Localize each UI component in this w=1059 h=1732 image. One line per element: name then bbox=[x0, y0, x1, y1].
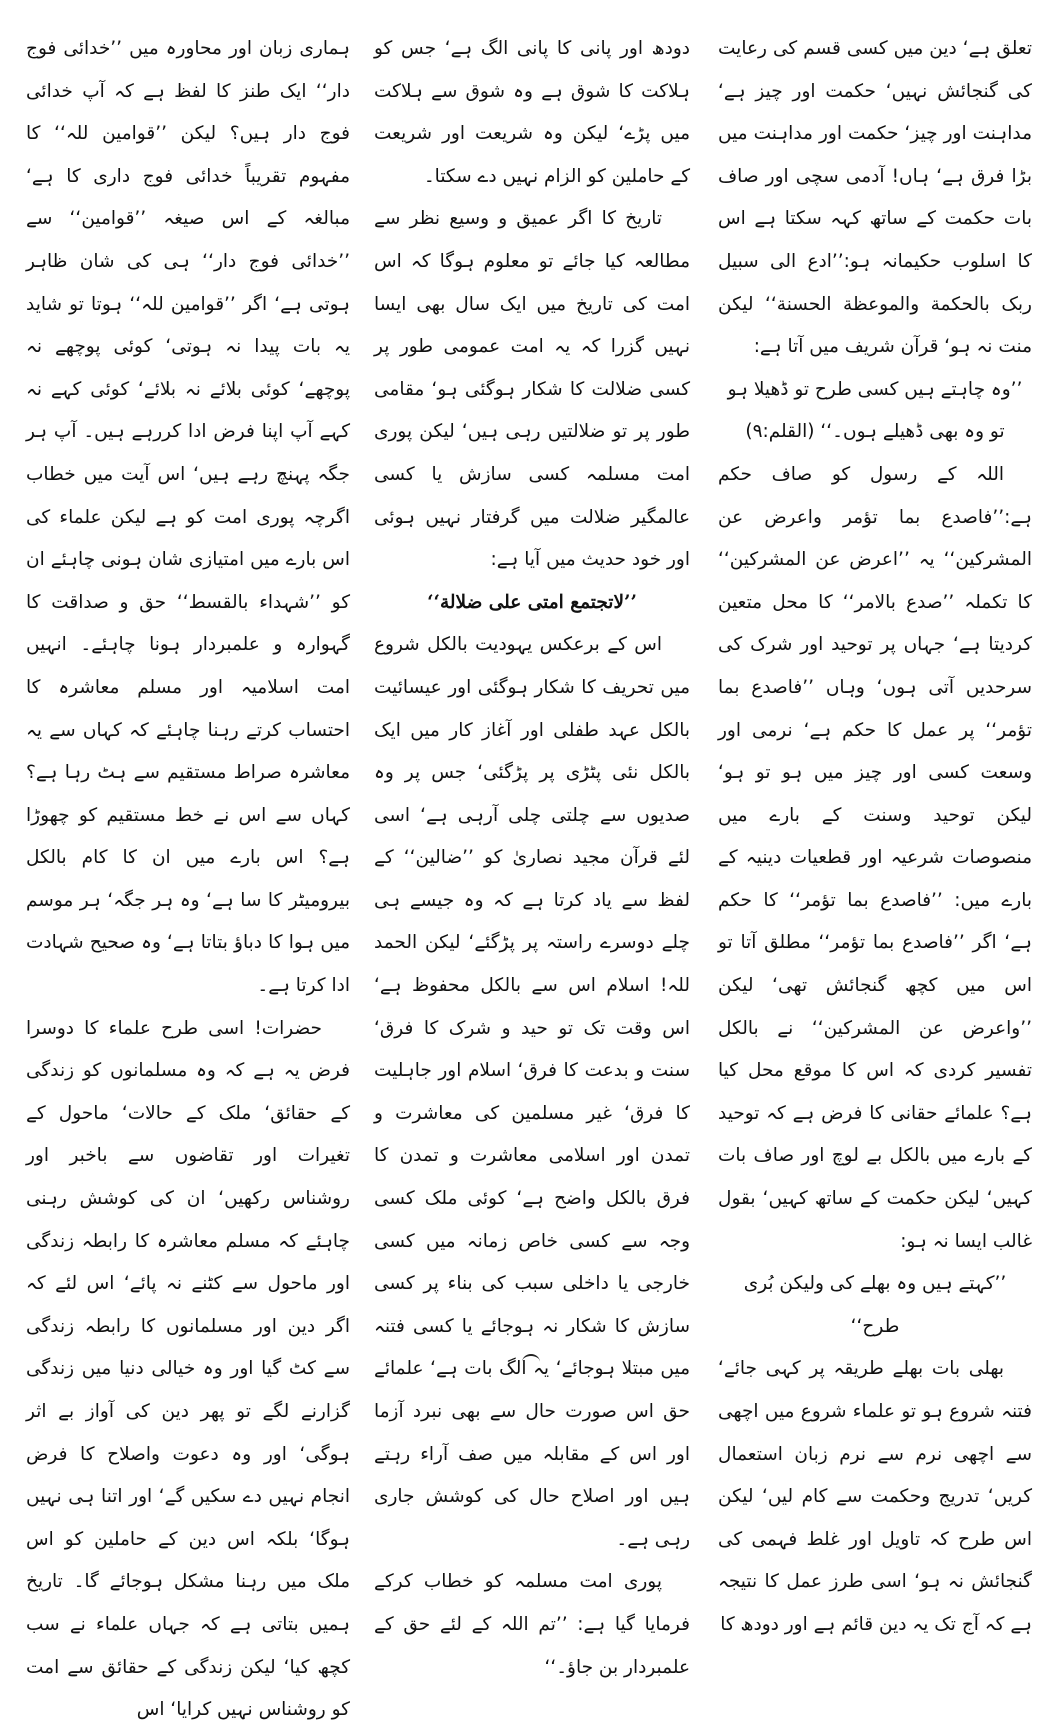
quote-paragraph: ’’کہتے ہیں وہ بھلے کی ولیکن بُری طرح‘‘ bbox=[743, 1273, 1007, 1337]
text-column-left bbox=[26, 28, 350, 1721]
text-column-middle bbox=[374, 28, 690, 1678]
paragraph: حضرات! اسی طرح علماء کا دوسرا فرض یہ ہے کہ وہ مسلمانوں کو زندگی کے حقائق‘ ملک کے حالات‘ ماحول کے تغیرات اور تقاضوں سے باخبر اور روشناس رکھیں‘ ان کی کوشش رہنی چاہئے کہ مسلم معاشرہ کا رابطہ زندگی اور ماحول سے کٹنے نہ پائے‘ اس لئے کہ اگر دین اور مسلمانوں کا رابطہ زندگی سے کٹ گیا اور وہ خیالی دنیا میں زندگی گزارنے لگے تو پھر دین کی آواز بے اثر ہوگی‘ اور وہ دعوت واصلاح کا فرض انجام نہیں دے سکیں گے‘ اور اتنا ہی نہیں ہوگا‘ بلکہ اس دین کے حاملین کو اس ملک میں رہنا مشکل ہوجائے گا۔ تاریخ ہمیں بتاتی ہے کہ جہاں علماء نے سب کچھ کیا‘ لیکن زندگی کے حقائق سے امت کو روشناس نہیں کرایا‘ اس bbox=[26, 1017, 350, 1721]
paragraph: دودھ اور پانی کا پانی الگ ہے‘ جس کو ہلاکت کا شوق ہے وہ شوق سے ہلاکت میں پڑے‘ لیکن وہ شریعت اور شریعت کے حاملین کو الزام نہیں دے سکتا۔ bbox=[374, 38, 690, 187]
paragraph: تاریخ کا اگر عمیق و وسیع نظر سے مطالعہ کیا جائے تو معلوم ہوگا کہ اس امت کی تاریخ میں ایک سال بھی ایسا نہیں گزرا کہ یہ امت عمومی طور پر کسی ضلالت کا شکار ہوگئی ہو‘ مقامی طور پر تو ضلالتیں رہی ہیں‘ لیکن پوری امت مسلمہ کسی سازش یا کسی عالمگیر ضلالت میں گرفتار نہیں ہوئی اور خود حدیث میں آیا ہے: bbox=[374, 208, 690, 571]
paragraph: پوری امت مسلمہ کو خطاب کرکے فرمایا گیا ہے: ’’تم اللہ کے لئے حق کے علمبردار بن جاؤ۔‘‘ bbox=[374, 1571, 690, 1678]
paragraph: تعلق ہے‘ دین میں کسی قسم کی رعایت کی گنجائش نہیں‘ حکمت اور چیز ہے‘ مداہنت اور چیز‘ حکمت اور مداہنت میں بڑا فرق ہے‘ ہاں! آدمی سچی اور صاف بات حکمت کے ساتھ کہہ سکتا ہے اس کا اسلوب حکیمانہ ہو:’’ادع الی سبیل ربک بالحکمة والموعظة الحسنة‘‘ لیکن منت نہ ہو‘ قرآن شریف میں آتا ہے: bbox=[718, 38, 1032, 358]
paragraph: اللہ کے رسول کو صاف حکم ہے:’’فاصدع بما تؤمر واعرض عن المشرکین‘‘ یہ ’’اعرض عن المشرکین‘‘ کا تکملہ ’’صدع بالامر‘‘ کا محل متعین کردیتا ہے‘ جہاں پر توحید اور شرک کی سرحدیں آتی ہوں‘ وہاں ’’فاصدع بما تؤمر‘‘ پر عمل کا حکم ہے‘ نرمی اور وسعت کسی اور چیز میں ہو تو ہو‘ لیکن توحید وسنت کے بارے میں منصوصات شرعیہ اور قطعیات دینیہ کے بارے میں: ’’فاصدع بما تؤمر‘‘ کا حکم ہے‘ اگر ’’فاصدع بما تؤمر‘‘ مطلق آتا تو اس میں کچھ گنجائش تھی‘ لیکن ’’واعرض عن المشرکین‘‘ نے بالکل تفسیر کردی کہ اس کا موقع محل کیا ہے؟ علمائے حقانی کا فرض ہے کہ توحید کے بارے میں بالکل بے لوچ اور صاف بات کہیں‘ لیکن حکمت کے ساتھ کہیں‘ بقول غالب ایسا نہ ہو: bbox=[718, 463, 1032, 1252]
page-ornament bbox=[522, 1354, 540, 1370]
paragraph: اس کے برعکس یہودیت بالکل شروع میں تحریف کا شکار ہوگئی اور عیسائیت بالکل عہد طفلی اور آغاز کار میں ایک بالکل نئی پٹڑی پر پڑگئی‘ جس پر وہ صدیوں سے چلتی چلی آرہی ہے‘ اسی لئے قرآن مجید نصاریٰ کو ’’ضالین‘‘ کے لفظ سے یاد کرتا ہے کہ وہ جیسے ہی چلے دوسرے راستہ پر پڑگئے‘ لیکن الحمد للہ! اسلام اس سے بالکل محفوظ ہے‘ اس وقت تک تو حید و شرک کا فرق‘ سنت و بدعت کا فرق‘ اسلام اور جاہلیت کا فرق‘ غیر مسلمین کی معاشرت و تمدن اور اسلامی معاشرت و تمدن کا فرق بالکل واضح ہے‘ کوئی ملک کسی وجہ سے کسی خاص زمانہ میں کسی خارجی یا داخلی سبب کی بناء پر کسی سازش کا شکار نہ ہوجائے یا کسی فتنہ میں مبتلا ہوجائے‘ یہ الگ بات ہے‘ علمائے حق اس صورت حال سے بھی نبرد آزما اور اس کے مقابلہ میں صف آراء رہتے ہیں اور اصلاح حال کی کوشش جاری رہی ہے۔ bbox=[374, 634, 690, 1550]
hadith-quote: ’’لاتجتمع امتی علی ضلالة‘‘ bbox=[427, 591, 637, 613]
text-column-right bbox=[718, 28, 1032, 1635]
paragraph: بھلی بات بھلے طریقہ پر کہی جائے‘ فتنہ شروع ہو تو علماء شروع میں اچھی سے اچھی نرم سے نرم زبان استعمال کریں‘ تدریج وحکمت سے کام لیں‘ لیکن اس طرح کہ تاویل اور غلط فہمی کی گنجائش نہ ہو‘ اسی طرز عمل کا نتیجہ ہے کہ آج تک یہ دین قائم ہے اور دودھ کا bbox=[718, 1358, 1032, 1635]
quote-paragraph: ’’وہ چاہتے ہیں کسی طرح تو ڈھیلا ہو تو وہ بھی ڈھیلے ہوں۔‘‘ (القلم:۹) bbox=[727, 378, 1023, 443]
paragraph: ہماری زبان اور محاورہ میں ’’خدائی فوج دار‘‘ ایک طنز کا لفظ ہے کہ آپ خدائی فوج دار ہیں؟ لیکن ’’قوامین للہ‘‘ کا مفہوم تقریباً خدائی فوج داری کا ہے‘ مبالغہ کے اس صیغہ ’’قوامین‘‘ سے ’’خدائی فوج دار‘‘ ہی کی شان ظاہر ہوتی ہے‘ اگر ’’قوامین للہ‘‘ ہوتا تو شاید یہ بات پیدا نہ ہوتی‘ کوئی پوچھے نہ پوچھے‘ کوئی بلائے نہ بلائے‘ کوئی کہے نہ کہے آپ اپنا فرض ادا کررہے ہیں۔ آپ ہر جگہ پہنچ رہے ہیں‘ اس آیت میں خطاب اگرچہ پوری امت کو ہے لیکن علماء کی اس بارے میں امتیازی شان ہونی چاہئے ان کو ’’شہداء بالقسط‘‘ حق و صداقت کا گہوارہ و علمبردار ہونا چاہئے۔ انہیں امت اسلامیہ اور مسلم معاشرہ کا احتساب کرتے رہنا چاہئے کہ کہاں سے یہ معاشرہ صراط مستقیم سے ہٹ رہا ہے؟ کہاں سے اس نے خط مستقیم کو چھوڑا ہے؟ اس بارے میں ان کا کام بالکل بیرومیٹر کا سا ہے‘ وہ ہر جگہ‘ ہر موسم میں ہوا کا دباؤ بتاتا ہے‘ وہ صحیح شہادت ادا کرتا ہے۔ bbox=[26, 38, 350, 997]
